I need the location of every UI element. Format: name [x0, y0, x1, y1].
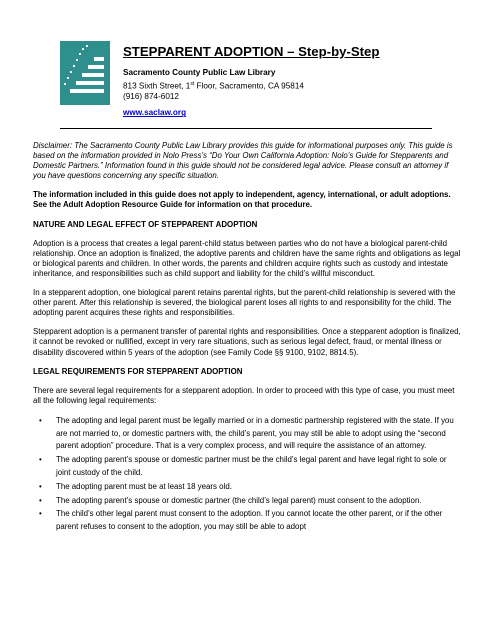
list-item [33, 495, 461, 508]
list-item-text: The adopting parent must be at least 18 years old. [56, 481, 232, 491]
list-item [33, 415, 461, 453]
section-heading-requirements: LEGAL REQUIREMENTS FOR STEPPARENT ADOPTION [33, 366, 243, 376]
list-item-text: The child’s other legal parent must consent to the adoption. If you cannot locate the other parent, or if the other parent refuses to consent to the adoption, you may still be able to adopt [56, 509, 443, 532]
library-phone: (916) 874-6012 [123, 91, 179, 101]
bullet-icon: • [39, 509, 42, 519]
page-title: STEPPARENT ADOPTION – Step-by-Step [123, 44, 380, 59]
list-item [33, 481, 461, 494]
section-heading-nature: NATURE AND LEGAL EFFECT OF STEPPARENT ADOPTION [33, 219, 258, 229]
address-suffix: Floor, Sacramento, CA 95814 [194, 81, 304, 91]
list-item-text: The adopting parent’s spouse or domestic partner (the child’s legal parent) must consent to the adoption. [56, 495, 422, 505]
paragraph-stepparent-rights: In a stepparent adoption, one biological parent retains parental rights, but the parent-child relationship is severed with the other parent. After this relationship is severed, the biological parent loses all rights to and responsibility for the child. The adopting parent acquires these rights and responsibilities. [33, 288, 456, 318]
paragraph-requirements-intro: There are several legal requirements for a stepparent adoption. In order to proceed with this type of case, you must meet all the following legal requirements: [33, 385, 455, 405]
document-body [33, 141, 461, 535]
header-block [123, 44, 463, 120]
bullet-icon: • [39, 455, 42, 465]
stairs-icon [60, 41, 110, 105]
paragraph-permanent-transfer: Stepparent adoption is a permanent transfer of parental rights and responsibilities. Once a stepparent adoption is finalized, it cannot be revoked or nullified, except in very rare situations, such as serious legal defect, fraud, or mental illness or disability discovered within 5 years of the adoption (see Family Code §§ 9100, 9102, 8814.5). [33, 327, 461, 357]
header-divider [60, 128, 432, 129]
paragraph-adoption-definition: Adoption is a process that creates a legal parent-child status between parties who do not have a biological parent-child relationship. Once an adoption is finalized, the adoptive parents and children have the same rights and obligations as legal or biological parents and children. In other words, the parents and children acquire rights such as custody and intestate inheritance, and responsibilities such as child support and liability for the child’s willful misconduct. [33, 238, 461, 278]
address-superscript: st [190, 80, 195, 87]
law-library-stairs-logo [60, 41, 110, 105]
scope-notice: The information included in this guide does not apply to independent, agency, international, or adult adoptions. See the Adult Adoption Resource Guide for information on that procedure. [33, 190, 451, 210]
list-item [33, 508, 461, 534]
bullet-icon: • [39, 481, 42, 491]
library-address [123, 79, 463, 92]
list-item-text: The adopting parent’s spouse or domestic partner must be the child’s legal parent and have legal right to sole or joint custody of the child. [56, 455, 447, 478]
bullet-icon: • [39, 415, 42, 425]
list-item [33, 454, 461, 480]
bullet-icon: • [39, 495, 42, 505]
list-item-text: The adopting and legal parent must be legally married or in a domestic partnership registered with the state. If you are not married to, or domestic partners with, the child’s parent, you may still be able to adopt using the “second parent adoption” procedure. That is a very complex process, and will require the assistance of an attorney. [56, 415, 454, 451]
library-website-link[interactable]: www.saclaw.org [123, 108, 187, 118]
disclaimer-paragraph: Disclaimer: The Sacramento County Public Law Library provides this guide for informational purposes only. This guide is based on the information provided in Nolo Press’s “Do Your Own California Adoption: Nolo’s Guide for Stepparents and Domestic Partners.” Information found in this guide should not be considered legal advice. Please consult an attorney if you have questions concerning any specific situation. [33, 141, 453, 181]
address-prefix: 813 Sixth Street, 1 [123, 81, 191, 91]
library-name: Sacramento County Public Law Library [123, 68, 276, 77]
requirements-list [33, 415, 461, 534]
